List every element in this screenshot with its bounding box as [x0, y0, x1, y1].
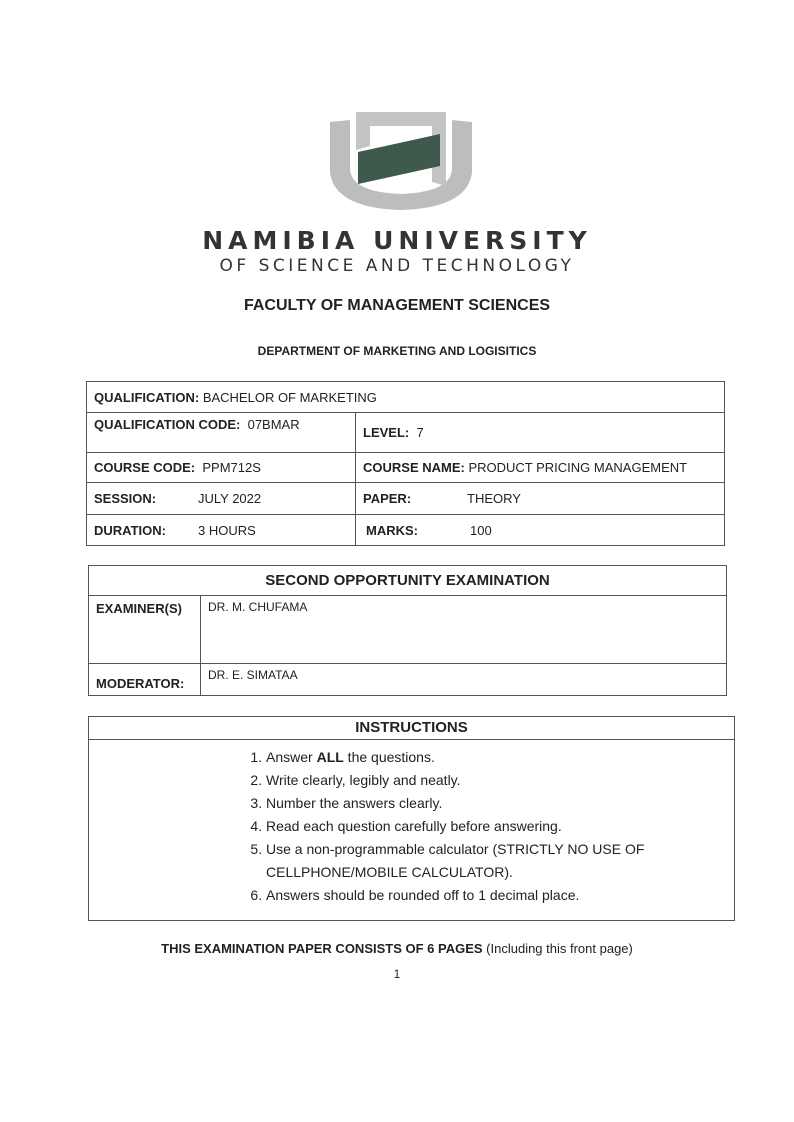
instruction-item: 4. Read each question carefully before answering.: [266, 815, 734, 838]
course-code-cell: COURSE CODE: PPM712S: [87, 453, 356, 483]
qualification-cell: QUALIFICATION: BACHELOR OF MARKETING: [87, 382, 725, 413]
instructions-title: INSTRUCTIONS: [89, 717, 734, 740]
page-count-note: THIS EXAMINATION PAPER CONSISTS OF 6 PAGES (Including this front page): [161, 941, 633, 956]
moderator-label: MODERATOR:: [89, 664, 201, 696]
instructions-list: [89, 746, 734, 907]
university-logo: [328, 108, 474, 212]
course-name-cell: COURSE NAME: PRODUCT PRICING MANAGEMENT: [356, 453, 725, 483]
duration-cell: DURATION: 3 HOURS: [87, 515, 356, 546]
instruction-item: 2. Write clearly, legibly and neatly.: [266, 769, 734, 792]
department-heading: DEPARTMENT OF MARKETING AND LOGISITICS: [257, 344, 537, 358]
instruction-item: 3. Number the answers clearly.: [266, 792, 734, 815]
moderator-name: DR. E. SIMATAA: [201, 664, 727, 696]
qualification-code-cell: QUALIFICATION CODE: 07BMAR: [87, 413, 356, 453]
examiners-table: [88, 565, 727, 696]
exam-title: SECOND OPPORTUNITY EXAMINATION: [89, 566, 727, 596]
course-details-table: [86, 381, 725, 546]
level-cell: LEVEL: 7: [356, 413, 725, 453]
instructions-box: [88, 716, 735, 921]
examiner-label: EXAMINER(S): [89, 596, 201, 664]
instruction-item: 5. Use a non-programmable calculator (STRICTLY NO USE OF CELLPHONE/MOBILE CALCULATOR).: [266, 838, 734, 884]
session-cell: SESSION: JULY 2022: [87, 483, 356, 515]
page-number: 1: [393, 967, 401, 981]
university-subtitle: OF SCIENCE AND TECHNOLOGY: [219, 256, 575, 276]
university-name: NAMIBIA UNIVERSITY: [202, 226, 592, 255]
instruction-item: 6. Answers should be rounded off to 1 decimal place.: [266, 884, 734, 907]
paper-cell: PAPER: THEORY: [356, 483, 725, 515]
examiner-name: DR. M. CHUFAMA: [201, 596, 727, 664]
marks-cell: MARKS: 100: [356, 515, 725, 546]
faculty-heading: FACULTY OF MANAGEMENT SCIENCES: [243, 297, 551, 314]
instruction-item: 1. Answer ALL the questions.: [266, 746, 734, 769]
